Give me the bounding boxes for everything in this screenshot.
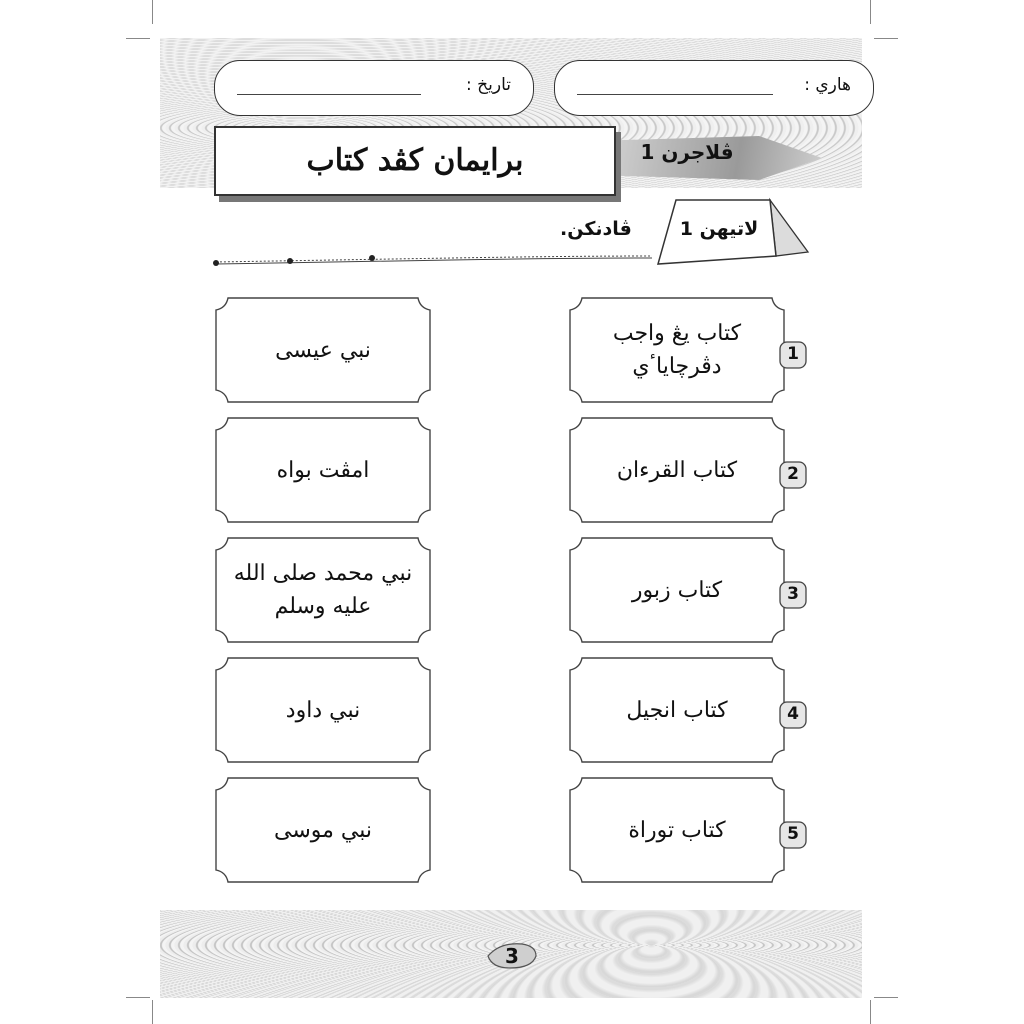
card-text: نبي محمد صلى الله عليه وسلم — [233, 561, 413, 619]
date-line[interactable] — [237, 94, 421, 95]
answer-card-4[interactable] — [568, 656, 786, 764]
card-text: نبي عيسى — [275, 337, 371, 363]
number-badge-1 — [778, 340, 808, 370]
match-card-2[interactable] — [214, 416, 432, 524]
crop-mark — [126, 997, 150, 998]
crop-mark — [874, 38, 898, 39]
number-badge-3 — [778, 580, 808, 610]
number-label: 2 — [787, 464, 799, 484]
date-field — [214, 60, 534, 116]
answer-card-1[interactable] — [568, 296, 786, 404]
day-field — [554, 60, 874, 116]
match-card-4[interactable] — [214, 656, 432, 764]
page-title: برايمان كڤد كتاب — [306, 143, 524, 178]
number-label: 4 — [787, 704, 799, 724]
number-badge-2 — [778, 460, 808, 490]
dotted-rule — [212, 248, 652, 268]
lesson-label: ڤلاجرن 1 — [640, 140, 734, 164]
crop-mark — [870, 0, 871, 24]
crop-mark — [870, 1000, 871, 1024]
date-label: تاريخ : — [466, 75, 511, 95]
page-number: 3 — [505, 944, 519, 968]
crop-mark — [874, 997, 898, 998]
answer-card-3[interactable] — [568, 536, 786, 644]
exercise-tag: لاتيهن 1 — [679, 218, 759, 240]
number-label: 3 — [787, 584, 799, 604]
match-card-5[interactable] — [214, 776, 432, 884]
answer-card-2[interactable] — [568, 416, 786, 524]
card-text: كتاب انجيل — [626, 697, 728, 723]
instruction-text: ڤادنكن. — [560, 218, 632, 240]
card-text: كتاب توراة — [628, 817, 726, 843]
day-line[interactable] — [577, 94, 773, 95]
card-text: نبي موسى — [274, 817, 373, 843]
number-badge-5 — [778, 820, 808, 850]
answer-card-5[interactable] — [568, 776, 786, 884]
page-number-badge — [486, 940, 538, 970]
number-label: 5 — [787, 824, 799, 844]
card-text: كتاب زبور — [631, 577, 723, 603]
card-text: امڤت بواه — [276, 457, 370, 483]
card-text: كتاب يڠ واجب دڤرچاياٴي — [612, 321, 742, 379]
number-label: 1 — [787, 344, 799, 364]
page-title-box — [214, 126, 616, 196]
card-text: نبي داود — [285, 697, 361, 723]
match-card-3[interactable] — [214, 536, 432, 644]
crop-mark — [152, 0, 153, 24]
day-label: هاري : — [804, 75, 851, 95]
number-badge-4 — [778, 700, 808, 730]
crop-mark — [126, 38, 150, 39]
match-card-1[interactable] — [214, 296, 432, 404]
card-text: كتاب القرءان — [616, 457, 738, 483]
crop-mark — [152, 1000, 153, 1024]
